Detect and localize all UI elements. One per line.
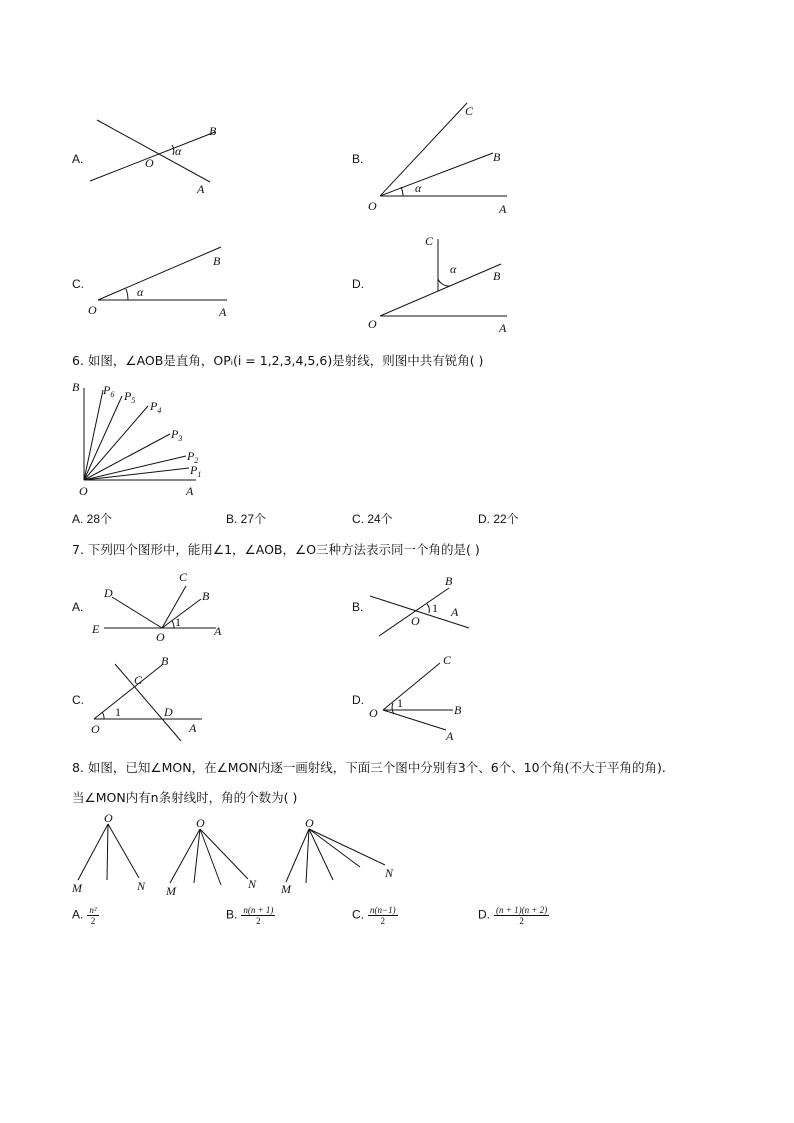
q7-option-a-label: A. [72,600,84,614]
q8-answer-a-numerator: n² [89,905,97,915]
q8-answer-c-label: C. [352,907,364,922]
q6-label-p3 [170,427,182,443]
q7b-label-1: 1 [432,601,438,615]
q8-answer-c [352,905,398,926]
q5-figure-c [85,240,245,325]
q7a-label-c: C [179,570,188,584]
q6-p2-letter: P [187,449,195,463]
q5-option-c-label: C. [72,277,84,291]
q8-figure-1 [70,810,160,895]
q8-answer-c-fraction [368,905,398,926]
q6-p6-sub: 6 [110,390,115,399]
q7c-label-b: B [161,654,169,668]
q6-p1-sub: 1 [197,470,202,479]
q5c-label-a: A [219,305,227,319]
q8-answer-d-numerator: (n + 1)(n + 2) [496,905,548,915]
q6-answer-b: B. 27个 [226,512,267,526]
q8-question-line2: 当∠MON内有n条射线时，角的个数为( ) [72,790,298,805]
q7a-label-1: 1 [175,615,181,629]
q7c-label-d: D [164,705,173,719]
q7a-label-d: D [104,586,113,600]
q7c-label-o: O [91,722,100,736]
q6-p4-letter: P [150,399,158,413]
q5-option-b-label: B. [352,152,364,166]
q8-answer-b-denominator: 2 [256,916,261,926]
q7c-label-1: 1 [115,705,121,719]
q6-question-text: 6. 如图，∠AOB是直角，OPᵢ(i = 1,2,3,4,5,6)是射线，则图中共有锐角( ) [72,353,484,368]
q7c-label-c: C [134,673,143,687]
q5b-label-o: O [368,199,377,213]
q8-answer-b-fraction [241,905,275,926]
q8-question-line1: 8. 如图，已知∠MON，在∠MON内逐一画射线，下面三个图中分别有3个、6个、10个角(不大于平角的角). [72,760,666,775]
q7d-label-o: O [369,706,378,720]
q7d-label-a: A [446,729,454,743]
q7a-label-e: E [92,622,100,636]
q7-option-c-label: C. [72,693,84,707]
q6-p6-letter: P [103,383,111,397]
q5b-label-c: C [465,104,474,118]
q7b-label-o: O [411,614,420,628]
q8-answer-a-denominator: 2 [90,916,96,926]
q5c-label-alpha: α [137,285,144,299]
q6-answer-c: C. 24个 [352,512,393,526]
q5c-label-b: B [213,254,221,268]
q7d-label-1: 1 [397,696,403,710]
q8-answer-d-fraction [494,905,549,926]
q8-answer-d-label: D. [478,907,490,922]
q8f1-label-n: N [137,879,146,893]
q8-answer-a [72,905,99,926]
q8f2-label-n: N [248,877,257,891]
q7-question-text: 7. 下列四个图形中，能用∠1，∠AOB，∠O三种方法表示同一个角的是( ) [72,542,480,557]
q5d-label-a: A [499,321,507,335]
q6-p5-sub: 5 [131,396,136,405]
q8-answer-d-denominator: 2 [519,916,524,926]
q5-option-d-label: D. [352,277,364,291]
q8f1-label-m: M [72,881,82,895]
q8f3-label-n: N [385,866,394,880]
q8-answer-c-denominator: 2 [380,916,386,926]
q8-figure-2 [160,815,270,900]
q6-p3-letter: P [171,427,179,441]
q6-p3-sub: 3 [178,434,183,443]
q8f2-label-m: M [166,884,176,898]
q6-label-p5 [123,389,135,405]
q5b-label-a: A [499,202,507,216]
q6-label-a: A [186,484,194,498]
q6-figure [70,376,210,501]
q8-answer-a-label: A. [72,907,84,922]
q5-figure-a [85,115,245,200]
q5a-label-b: B [209,124,217,138]
q5d-label-alpha: α [450,262,457,276]
q5d-label-o: O [368,317,377,331]
q5b-label-b: B [493,150,501,164]
q6-p4-sub: 4 [157,406,162,415]
q7a-label-o: O [156,630,165,644]
q7a-label-a: A [214,624,222,638]
q8-figure-3 [275,815,405,900]
q7-figure-d [366,650,476,748]
q5c-label-o: O [88,303,97,317]
q6-label-o: O [79,484,88,498]
q5-figure-d [365,230,525,340]
q8-answer-b-label: B. [226,907,238,922]
q6-p5-letter: P [124,389,132,403]
q6-answer-a: A. 28个 [72,512,113,526]
q7b-label-a: A [451,605,459,619]
q5-figure-b [365,98,525,218]
q8-answer-d [478,905,549,926]
q8f3-label-o: O [305,816,314,830]
q5-option-a-label: A. [72,152,84,166]
q5d-label-c: C [425,234,434,248]
q6-answer-d: D. 22个 [478,512,519,526]
q7d-label-b: B [454,703,462,717]
q6-p2-sub: 2 [194,456,199,465]
q5a-label-a: A [197,182,205,196]
q7-figure-a [88,566,238,646]
q6-label-b: B [72,380,80,394]
q7a-label-b: B [202,589,210,603]
q6-p1-letter: P [190,463,198,477]
q6-label-p6 [102,383,114,399]
q8-answer-a-fraction [87,905,98,926]
q8-answer-c-numerator: n(n−1) [370,905,396,915]
q7-figure-b [365,570,485,645]
q8-answer-b [226,905,275,926]
q7d-label-c: C [443,653,452,667]
q5a-label-o: O [145,156,154,170]
q7c-label-a: A [189,721,197,735]
q7-option-d-label: D. [352,693,364,707]
q6-label-p1 [189,463,201,479]
q8f1-label-o: O [104,811,113,825]
q8-answer-b-numerator: n(n + 1) [243,905,274,915]
q7-figure-c [88,652,213,744]
q5a-label-alpha: α [175,144,182,158]
q5d-label-b: B [493,269,501,283]
q8f2-label-o: O [196,816,205,830]
q5b-label-alpha: α [415,181,422,195]
q6-label-p4 [149,399,161,415]
q7-option-b-label: B. [352,600,364,614]
q8f3-label-m: M [281,882,291,896]
q7b-label-b: B [445,574,453,588]
